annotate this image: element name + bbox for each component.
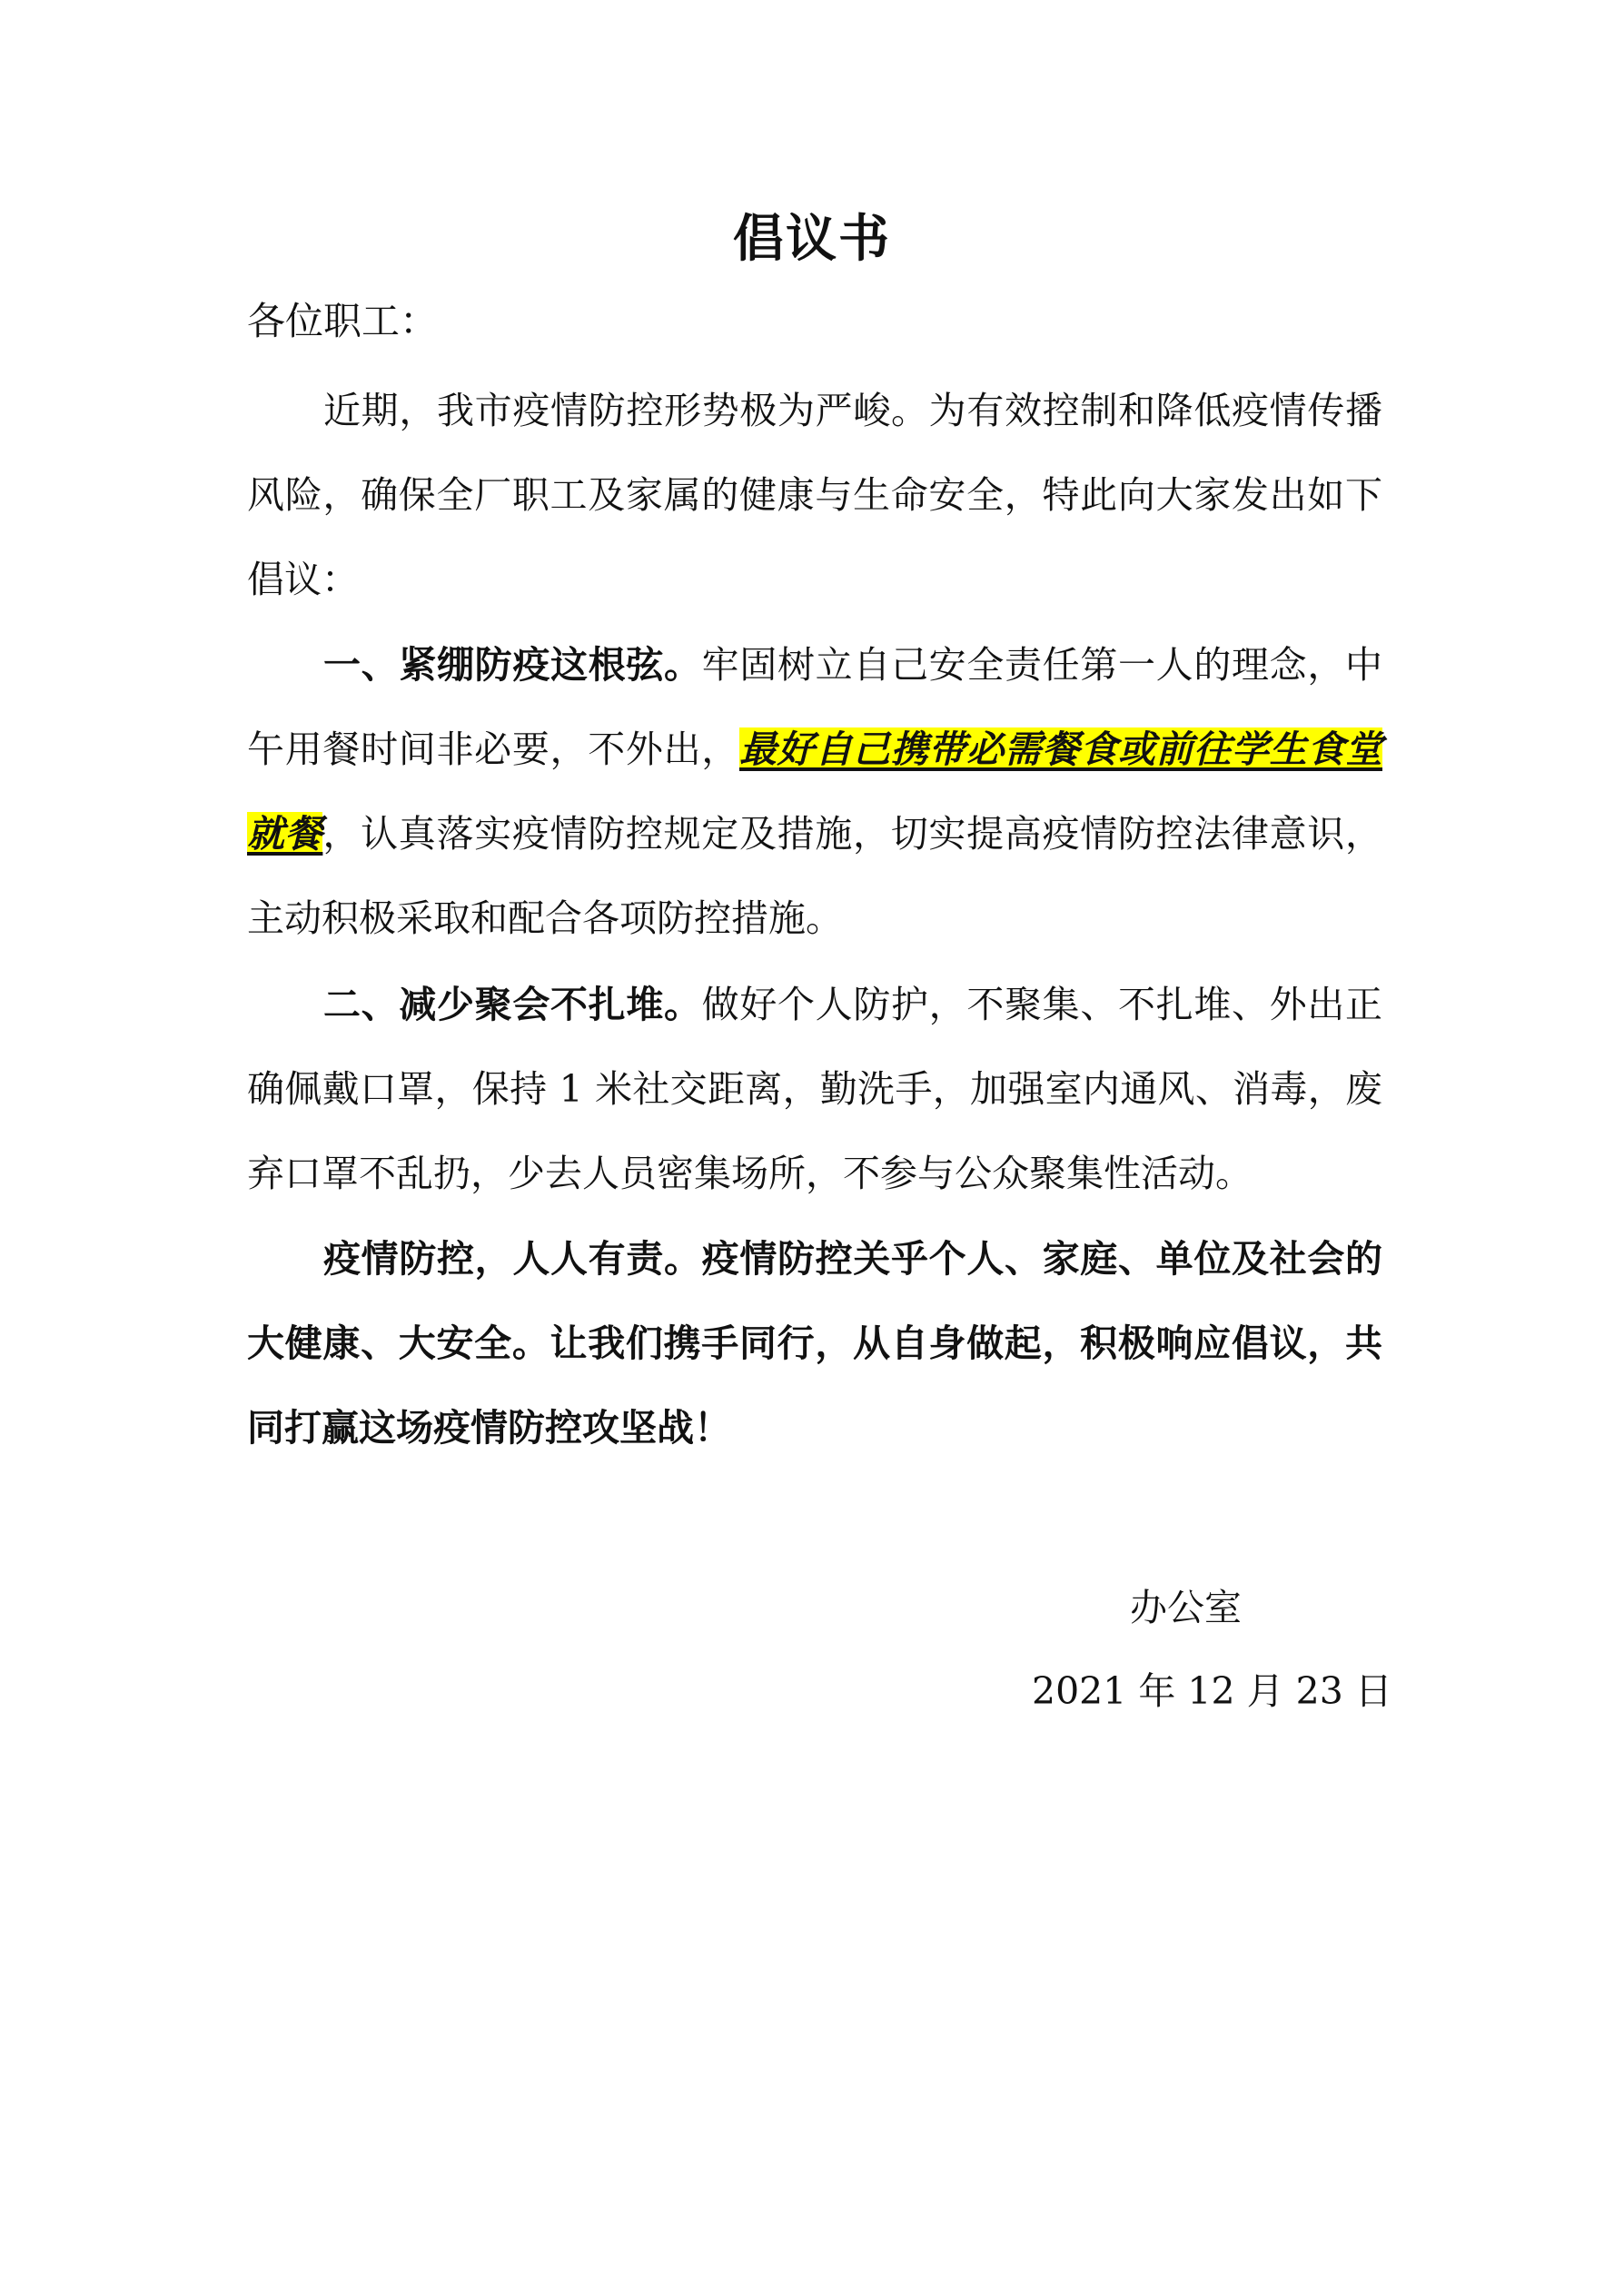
paragraph-closing: 疫情防控，人人有责。疫情防控关乎个人、家庭、单位及社会的大健康、大安全。让我们携手同行，从自身做起，积极响应倡议，共同打赢这场疫情防控攻坚战！ (247, 1237, 1382, 1450)
signature-date: 2021 年 12 月 23 日 (1032, 1669, 1392, 1713)
document-title: 倡议书 (733, 210, 891, 269)
highlighted-text: 最好自己携带必需餐食或前往学生食堂就餐 (247, 727, 1383, 856)
item-two-text: 做好个人防护，不聚集、不扎堆、外出正确佩戴口罩，保持 1 米社交距离，勤洗手，加强室内通风、消毒，废弃口罩不乱扔，少去人员密集场所，不参与公众聚集性活动。 (247, 983, 1383, 1195)
item-two-heading: 二、减少聚会不扎堆。 (323, 983, 702, 1026)
paragraph-item-one (247, 623, 1382, 961)
item-one-text-after: ，认真落实疫情防控规定及措施，切实提高疫情防控法律意识，主动积极采取和配合各项防控措施。 (247, 812, 1383, 940)
item-one-heading: 一、紧绷防疫这根弦。 (323, 643, 702, 687)
signature-office: 办公室 (1130, 1586, 1242, 1629)
paragraph-item-two (247, 963, 1382, 1216)
item-one-text-before: 牢固树立自己安全责任第一人的理念，中午用餐时间非必要，不外出， (247, 643, 1383, 771)
salutation: 各位职工： (247, 299, 439, 343)
paragraph-intro: 近期，我市疫情防控形势极为严峻。为有效控制和降低疫情传播风险，确保全厂职工及家属的健康与生命安全，特此向大家发出如下倡议： (247, 389, 1382, 601)
